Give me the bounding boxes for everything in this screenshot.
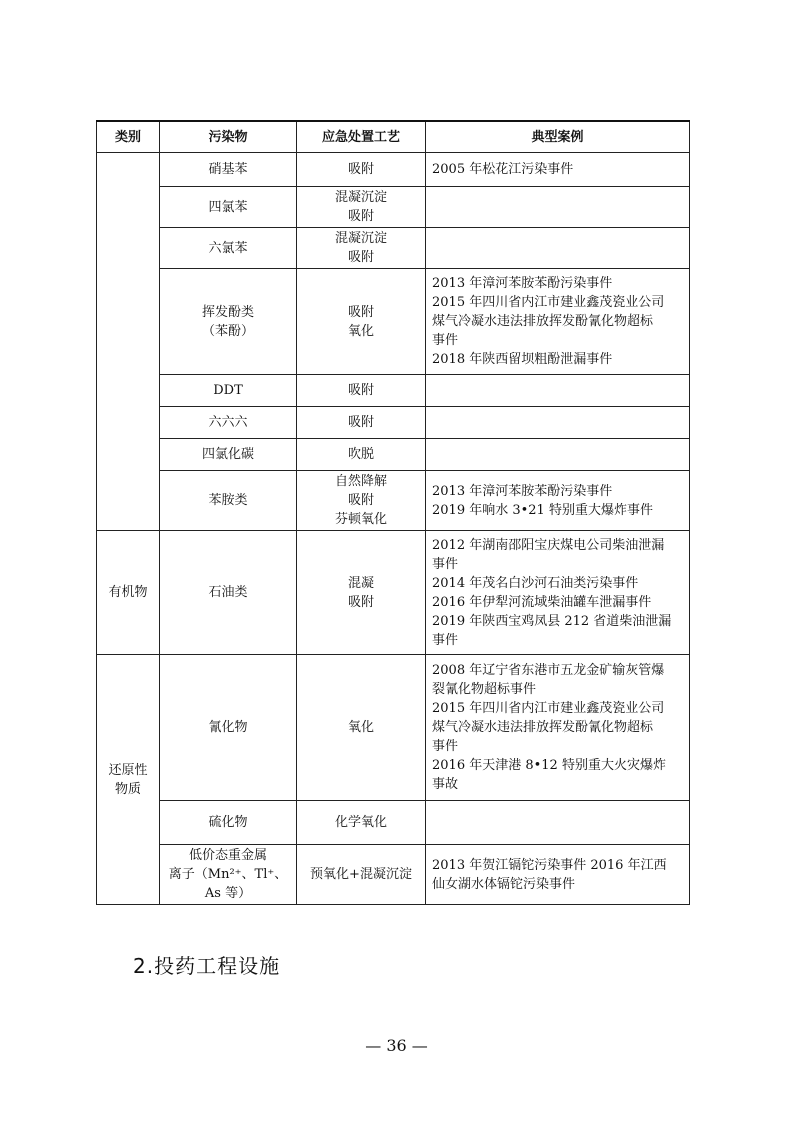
cases-cell-line: 2014 年茂名白沙河石油类污染事件 [432, 575, 639, 591]
pollutant-cell [160, 375, 297, 407]
cases-cell-line: 事件 [432, 556, 459, 572]
cases-cell [426, 531, 690, 655]
process-cell-line: 吸附 [347, 383, 374, 398]
pollutant-table [96, 120, 690, 905]
pollutant-cell [160, 187, 297, 228]
cases-cell-line: 裂氰化物超标事件 [432, 682, 537, 697]
pollutant-cell-line: DDT [213, 383, 243, 398]
table-row [97, 471, 690, 531]
cases-cell [426, 228, 690, 269]
process-cell-line: 吸附 [347, 250, 374, 265]
process-cell [297, 801, 426, 845]
cases-cell-line: 2018 年陕西留坝粗酚泄漏事件 [432, 352, 613, 367]
process-cell [297, 845, 426, 905]
cases-cell-line: 2013 年漳河苯胺苯酚污染事件 [432, 276, 613, 291]
pollutant-cell-line: As 等） [204, 886, 252, 901]
cases-cell-line: 2016 年伊犁河流域柴油罐车泄漏事件 [432, 594, 652, 610]
pollutant-cell [160, 655, 297, 801]
cases-cell-line: 2015 年四川省内江市建业鑫茂瓷业公司 [432, 701, 665, 716]
process-cell [297, 375, 426, 407]
pollutant-cell-line: 离子（Mn²⁺、Tl⁺、 [168, 867, 288, 882]
cases-cell [426, 471, 690, 531]
process-cell [297, 228, 426, 269]
cases-cell-line: 2012 年湖南邵阳宝庆煤电公司柴油泄漏 [432, 537, 665, 553]
pollutant-cell-line: 氰化物 [208, 720, 248, 735]
category-cell [97, 655, 160, 905]
header-process: 应急处置工艺 [297, 121, 426, 153]
process-cell-line: 混凝沉淀 [334, 231, 387, 246]
pollutant-cell-line: 挥发酚类 [201, 304, 254, 320]
process-cell-line: 芬顿氧化 [334, 512, 387, 527]
pollutant-cell-line: 低价态重金属 [188, 848, 267, 863]
table-row [97, 531, 690, 655]
pollutant-cell-line: （苯酚） [201, 323, 254, 339]
cases-cell-line: 事件 [432, 739, 459, 754]
cases-cell-line: 煤气冷凝水违法排放挥发酚氰化物超标 [432, 720, 654, 735]
process-cell [297, 407, 426, 439]
cases-cell-line: 仙女湖水体镉铊污染事件 [432, 876, 576, 892]
process-cell-line: 预氧化+混凝沉淀 [310, 867, 412, 882]
process-cell-line: 自然降解 [334, 474, 387, 489]
cases-cell-line: 事件 [432, 632, 459, 648]
page-number: — 36 — [365, 1036, 428, 1055]
section-heading: 2.投药工程设施 [133, 954, 281, 978]
cases-cell-line: 2008 年辽宁省东港市五龙金矿输灰管爆 [432, 663, 665, 678]
process-cell [297, 153, 426, 187]
category-cell-line: 有机物 [108, 585, 148, 600]
process-cell-line: 化学氧化 [334, 815, 387, 830]
header-category: 类别 [97, 121, 160, 153]
process-cell-line: 吸附 [347, 594, 374, 610]
process-cell-line: 混凝 [347, 575, 374, 591]
pollutant-cell-line: 硝基苯 [208, 162, 248, 177]
table-row [97, 845, 690, 905]
cases-cell [426, 187, 690, 228]
cases-cell-line: 事故 [432, 777, 459, 792]
process-cell-line: 吹脱 [347, 447, 374, 462]
cases-cell-line: 事件 [432, 333, 459, 348]
cases-cell-line: 2013 年漳河苯胺苯酚污染事件 [432, 483, 613, 499]
cases-cell [426, 375, 690, 407]
pollutant-cell [160, 845, 297, 905]
cases-cell [426, 407, 690, 439]
process-cell [297, 439, 426, 471]
category-cell-line: 物质 [114, 781, 141, 797]
header-cases: 典型案例 [426, 121, 690, 153]
cases-cell-line: 2016 年天津港 8•12 特别重大火灾爆炸 [432, 758, 666, 773]
process-cell-line: 吸附 [347, 162, 374, 177]
table-header-row [97, 121, 690, 153]
cases-cell [426, 845, 690, 905]
cases-cell-line: 2019 年响水 3•21 特别重大爆炸事件 [432, 502, 653, 518]
table-row [97, 407, 690, 439]
pollutant-cell [160, 269, 297, 375]
cases-cell [426, 655, 690, 801]
process-cell-line: 吸附 [347, 304, 374, 320]
cases-cell [426, 439, 690, 471]
process-cell-line: 混凝沉淀 [334, 190, 387, 205]
pollutant-cell-line: 六六六 [208, 415, 248, 430]
table-row [97, 375, 690, 407]
cases-cell [426, 153, 690, 187]
process-cell-line: 氧化 [347, 720, 374, 735]
pollutant-cell [160, 801, 297, 845]
table-row [97, 187, 690, 228]
category-cell [97, 531, 160, 655]
cases-cell-line: 2015 年四川省内江市建业鑫茂瓷业公司 [432, 295, 665, 310]
pollutant-cell-line: 苯胺类 [208, 493, 248, 508]
table-body [97, 153, 690, 905]
process-cell [297, 531, 426, 655]
cases-cell [426, 269, 690, 375]
table-row [97, 153, 690, 187]
pollutant-cell [160, 531, 297, 655]
pollutant-cell [160, 439, 297, 471]
cases-cell [426, 801, 690, 845]
table-row [97, 228, 690, 269]
process-cell [297, 471, 426, 531]
table-row [97, 801, 690, 845]
pollutant-cell-line: 六氯苯 [208, 240, 248, 256]
pollutant-cell [160, 228, 297, 269]
cases-cell-line: 煤气冷凝水违法排放挥发酚氰化物超标 [432, 314, 654, 329]
process-cell [297, 187, 426, 228]
cases-cell-line: 2005 年松花江污染事件 [432, 162, 574, 177]
header-pollutant: 污染物 [160, 121, 297, 153]
pollutant-cell-line: 四氯苯 [208, 199, 248, 215]
category-cell-line: 还原性 [108, 762, 148, 778]
cases-cell-line: 2013 年贺江镉铊污染事件 2016 年江西 [432, 857, 667, 873]
pollutant-cell-line: 四氯化碳 [201, 447, 254, 462]
process-cell-line: 吸附 [347, 493, 374, 508]
pollutant-cell [160, 471, 297, 531]
pollutant-cell-line: 硫化物 [208, 815, 248, 830]
process-cell [297, 269, 426, 375]
pollutant-cell [160, 153, 297, 187]
process-cell-line: 氧化 [347, 323, 374, 339]
table-row [97, 655, 690, 801]
pollutant-cell [160, 407, 297, 439]
table-row [97, 269, 690, 375]
process-cell-line: 吸附 [347, 209, 374, 224]
pollutant-cell-line: 石油类 [208, 585, 248, 600]
process-cell-line: 吸附 [347, 415, 374, 430]
process-cell [297, 655, 426, 801]
cases-cell-line: 2019 年陕西宝鸡凤县 212 省道柴油泄漏 [432, 613, 672, 629]
category-cell [97, 153, 160, 531]
table-row [97, 439, 690, 471]
